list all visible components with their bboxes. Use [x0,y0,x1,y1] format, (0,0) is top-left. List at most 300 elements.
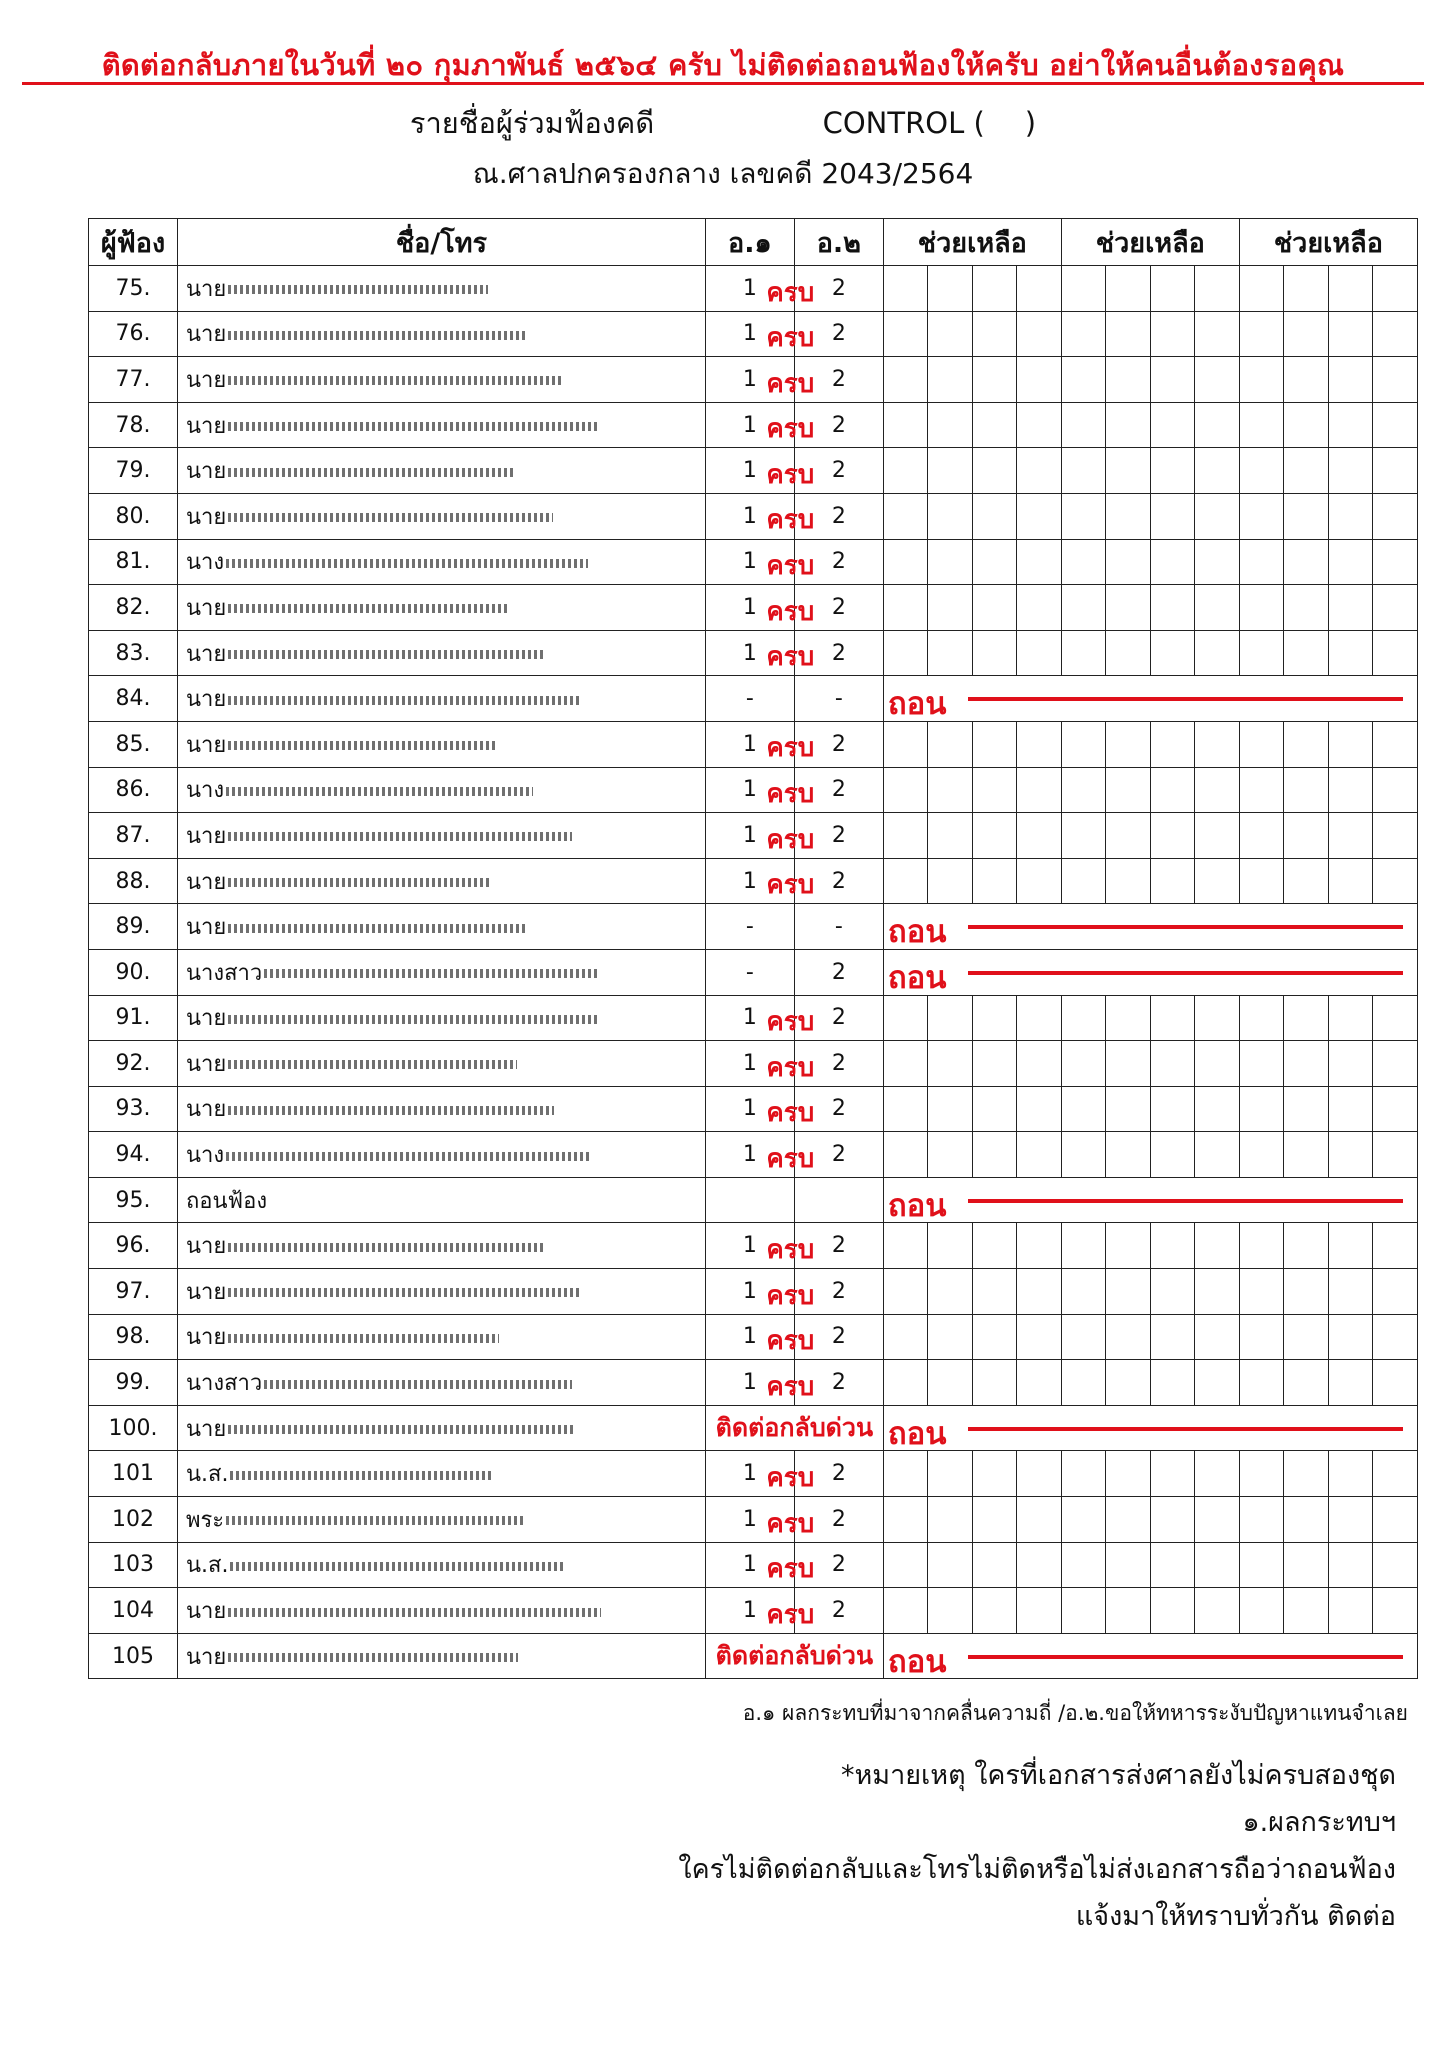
help-check-cell [1017,1542,1062,1588]
o1-value [705,1177,794,1223]
help-check-cell [883,1360,927,1406]
help-check-cell [1106,1086,1150,1132]
help-check-cell [928,357,972,403]
row-name-tel [177,402,705,448]
help-check-cell [1017,1041,1062,1087]
help-check-cell [1239,813,1283,859]
o2-value: 2 [794,311,883,357]
help-check-cell [1017,995,1062,1041]
help-check-cell [1061,1086,1105,1132]
help-check-cell [1061,1269,1105,1315]
redacted-name-phone [228,331,525,340]
help-check-cell [1150,1041,1194,1087]
help-check-cell [928,402,972,448]
redacted-name-phone [226,1152,589,1161]
table-row [89,904,1418,950]
withdraw-label: ถอน [887,1187,947,1223]
help-check-cell [1239,539,1283,585]
help-check-cell [972,1542,1016,1588]
o2-value: 2 [794,858,883,904]
help-check-cell [1284,1269,1328,1315]
help-check-cell [1106,767,1150,813]
help-check-cell [1239,995,1283,1041]
help-check-cell [1017,721,1062,767]
help-check-cell [972,813,1016,859]
name-prefix: นาย [185,1644,227,1670]
help-check-cell [1284,1086,1328,1132]
help-check-cell [972,995,1016,1041]
help-check-cell [928,630,972,676]
help-check-cell [1284,1223,1328,1269]
help-check-cell [972,1086,1016,1132]
complete-stamp: ครบ [766,1007,815,1037]
table-row [89,1177,1418,1223]
row-number: 89. [89,904,178,950]
urgent-contact-cell [705,1633,883,1679]
help-check-cell [1373,1041,1418,1087]
help-check-cell [1328,1269,1372,1315]
help-check-cell [1373,585,1418,631]
o2-value: 2 [794,1086,883,1132]
help-check-cell [1239,858,1283,904]
row-name-tel [177,676,705,722]
help-check-cell [883,357,927,403]
help-check-cell [1239,1041,1283,1087]
table-row [89,1633,1418,1679]
help-check-cell [1150,1132,1194,1178]
help-check-cell [1061,721,1105,767]
help-check-cell [1061,448,1105,494]
o2-value: - [794,904,883,950]
redacted-name-phone [228,1015,600,1024]
subtitle-close: ) [1024,106,1037,140]
row-name-tel [177,539,705,585]
subtitle-suffix: CONTROL ( [822,106,985,140]
row-name-tel [177,721,705,767]
help-check-cell [1239,493,1283,539]
help-check-cell [1195,1542,1240,1588]
o1-value: 1 [705,266,794,312]
help-check-cell [1373,1451,1418,1497]
table-row [89,266,1418,312]
help-check-cell [1195,402,1240,448]
help-check-cell [1195,1041,1240,1087]
help-check-cell [1328,1132,1372,1178]
help-check-cell [1284,493,1328,539]
o2-value: 2 [794,448,883,494]
o2-value: 2 [794,630,883,676]
help-check-cell [1061,266,1105,312]
help-check-cell [883,995,927,1041]
row-name-tel [177,493,705,539]
o1-value: 1 [705,493,794,539]
redacted-name-phone [228,1334,499,1343]
help-check-cell [1017,1269,1062,1315]
header-name-tel: ชื่อ/โทร [177,219,705,266]
complete-stamp: ครบ [766,1599,815,1630]
o1-value: 1 [705,1360,794,1406]
help-check-cell [1061,1497,1105,1543]
help-check-cell [928,767,972,813]
help-check-cell [1106,1132,1150,1178]
complete-stamp: ครบ [766,323,815,354]
help-check-cell [1373,767,1418,813]
o1-value: 1 [705,1451,794,1497]
help-check-cell [1328,995,1372,1041]
table-row [89,858,1418,904]
complete-stamp: ครบ [766,505,815,536]
o2-value: 2 [794,1451,883,1497]
help-check-cell [1373,266,1418,312]
help-check-cell [972,1132,1016,1178]
help-check-cell [883,1132,927,1178]
table-row [89,357,1418,403]
header-o2: อ.๒ [794,219,883,266]
row-number: 78. [89,402,178,448]
name-prefix: นาย [185,1325,227,1351]
header-o1: อ.๑ [705,219,794,266]
help-check-cell [883,539,927,585]
row-name-tel [177,1588,705,1634]
help-check-cell [1106,1314,1150,1360]
row-number: 86. [89,767,178,813]
help-check-cell [1017,1360,1062,1406]
help-check-cell [1239,266,1283,312]
complete-stamp: ครบ [766,1462,815,1493]
help-check-cell [1284,630,1328,676]
name-prefix: นาง [185,778,225,804]
complete-stamp: ครบ [766,870,815,901]
header-help-1: ช่วยเหลือ [883,219,1061,266]
o2-value: - [794,676,883,722]
help-check-cell [1328,402,1372,448]
help-check-cell [1017,1223,1062,1269]
row-name-tel [177,995,705,1041]
table-row [89,1041,1418,1087]
o2-value: 2 [794,357,883,403]
help-check-cell [972,1497,1016,1543]
table-row [89,995,1418,1041]
help-check-cell [1195,266,1240,312]
help-check-cell [883,1223,927,1269]
name-prefix: น.ส. [185,1462,229,1488]
o1-value: 1 [705,357,794,403]
name-prefix: นาย [185,1097,227,1123]
row-number: 85. [89,721,178,767]
row-name-tel [177,1360,705,1406]
help-check-cell [1150,266,1194,312]
row-name-tel [177,311,705,357]
o2-value: 2 [794,539,883,585]
help-check-cell [1150,311,1194,357]
help-check-cell [1373,1269,1418,1315]
help-check-cell [1106,630,1150,676]
help-check-cell [1373,493,1418,539]
redacted-name-phone [264,1380,572,1389]
help-check-cell [1106,585,1150,631]
help-check-cell [928,1360,972,1406]
redacted-name-phone [228,376,562,385]
withdraw-strike-line [968,971,1403,975]
o2-value: 2 [794,721,883,767]
redacted-name-phone [228,1060,517,1069]
redacted-name-phone [228,1653,518,1662]
help-check-cell [1284,402,1328,448]
o1-value: 1 [705,1041,794,1087]
help-check-cell [883,448,927,494]
withdraw-label: ถอน [887,1643,947,1679]
help-check-cell [1195,858,1240,904]
help-check-cell [1150,630,1194,676]
help-check-cell [972,721,1016,767]
row-number: 77. [89,357,178,403]
help-check-cell [883,1588,927,1634]
header-plaintiff: ผู้ฟ้อง [89,219,178,266]
help-check-cell [972,402,1016,448]
help-check-cell [1061,311,1105,357]
help-check-cell [1017,585,1062,631]
row-name-tel [177,1086,705,1132]
row-name-tel [177,813,705,859]
name-prefix: นาย [185,1234,227,1260]
row-name-tel [177,448,705,494]
row-number: 80. [89,493,178,539]
o1-value: 1 [705,995,794,1041]
court-case-line: ณ.ศาลปกครองกลาง เลขคดี 2043/2564 [472,157,974,190]
help-check-cell [972,1314,1016,1360]
help-check-cell [1284,585,1328,631]
o2-value: 2 [794,266,883,312]
o1-value: 1 [705,1497,794,1543]
o1-value: 1 [705,721,794,767]
help-check-cell [1017,493,1062,539]
row-number: 98. [89,1314,178,1360]
help-check-cell [1373,539,1418,585]
help-check-cell [1061,402,1105,448]
help-check-cell [1239,311,1283,357]
help-check-cell [1150,1497,1194,1543]
row-number: 79. [89,448,178,494]
o1-value: 1 [705,1314,794,1360]
help-check-cell [1150,448,1194,494]
o1-value: 1 [705,767,794,813]
complete-stamp: ครบ [766,1326,815,1357]
redacted-name-phone [264,969,599,978]
help-check-cell [1373,402,1418,448]
withdraw-label: ถอน [887,686,947,722]
name-prefix: นาย [185,687,227,713]
header-help-3: ช่วยเหลือ [1239,219,1417,266]
help-check-cell [1373,1086,1418,1132]
help-check-cell [1195,448,1240,494]
help-check-cell [1328,1588,1372,1634]
help-check-cell [1017,357,1062,403]
withdraw-marker-cell [883,904,1417,950]
help-check-cell [972,1588,1016,1634]
redacted-name-phone [228,650,544,659]
help-check-cell [1373,1497,1418,1543]
help-check-cell [928,1223,972,1269]
name-prefix: นาย [185,915,227,941]
name-prefix: นาย [185,504,227,530]
name-prefix: นาย [185,1051,227,1077]
help-check-cell [1106,266,1150,312]
o2-value: 2 [794,995,883,1041]
remark-line: แจ้งมาให้ทราบทั่วกัน ติดต่อ [1075,1901,1396,1932]
o2-value: 2 [794,813,883,859]
help-check-cell [928,448,972,494]
help-check-cell [972,357,1016,403]
help-check-cell [1328,858,1372,904]
help-check-cell [928,813,972,859]
row-number: 101 [89,1451,178,1497]
withdraw-strike-line [968,1655,1403,1659]
help-check-cell [1195,1360,1240,1406]
help-check-cell [1284,1542,1328,1588]
help-check-cell [1373,858,1418,904]
help-check-cell [883,630,927,676]
help-check-cell [883,813,927,859]
o1-value: 1 [705,1269,794,1315]
o1-value: 1 [705,1223,794,1269]
help-check-cell [883,585,927,631]
help-check-cell [972,539,1016,585]
help-check-cell [1328,1223,1372,1269]
document-subtitle [0,100,1446,146]
complete-stamp: ครบ [766,824,815,855]
help-check-cell [883,721,927,767]
redacted-name-phone [226,1516,525,1525]
help-check-cell [1239,767,1283,813]
help-check-cell [1239,1451,1283,1497]
o2-value: 2 [794,1314,883,1360]
help-check-cell [1284,721,1328,767]
help-check-cell [1195,1132,1240,1178]
o1-value: 1 [705,585,794,631]
help-check-cell [1150,858,1194,904]
withdraw-label: ถอน [887,1415,947,1451]
help-check-cell [1328,493,1372,539]
name-prefix: นาย [185,1279,227,1305]
help-check-cell [1150,585,1194,631]
help-check-cell [1061,858,1105,904]
help-check-cell [1328,448,1372,494]
redacted-name-phone [228,878,489,887]
help-check-cell [1150,1451,1194,1497]
help-check-cell [1373,448,1418,494]
table-header-row [89,219,1418,266]
complete-stamp: ครบ [766,1508,815,1539]
remarks-block [678,1752,1396,1940]
help-check-cell [1106,858,1150,904]
help-check-cell [1061,813,1105,859]
name-prefix: นาย [185,322,227,348]
help-check-cell [883,1269,927,1315]
help-check-cell [1373,1360,1418,1406]
help-check-cell [928,858,972,904]
complete-stamp: ครบ [766,779,815,810]
help-check-cell [1195,1223,1240,1269]
help-check-cell [1373,721,1418,767]
help-check-cell [1239,721,1283,767]
row-number: 83. [89,630,178,676]
help-check-cell [1061,1360,1105,1406]
row-number: 75. [89,266,178,312]
redacted-name-phone [228,741,498,750]
redacted-name-phone [228,513,553,522]
help-check-cell [1284,311,1328,357]
help-check-cell [1239,1086,1283,1132]
redacted-name-phone [228,924,526,933]
help-check-cell [1150,539,1194,585]
row-name-tel [177,1405,705,1451]
help-check-cell [1328,357,1372,403]
o2-value [794,1177,883,1223]
table-row [89,539,1418,585]
help-check-cell [928,1588,972,1634]
urgent-contact-cell [705,1405,883,1451]
help-check-cell [1106,721,1150,767]
help-check-cell [928,1041,972,1087]
help-check-cell [972,1041,1016,1087]
help-check-cell [1328,813,1372,859]
help-check-cell [1061,1041,1105,1087]
help-check-cell [1150,995,1194,1041]
help-check-cell [1328,311,1372,357]
help-check-cell [1373,1542,1418,1588]
o2-value: 2 [794,1542,883,1588]
help-check-cell [1106,402,1150,448]
deadline-banner: ติดต่อกลับภายในวันที่ ๒๐ กุมภาพันธ์ ๒๕๖๔ ครับ ไม่ติดต่อถอนฟ้องให้ครับ อย่าให้คนอื่นต้องรอคุณ [101,48,1345,82]
help-check-cell [1150,721,1194,767]
help-check-cell [1328,1086,1372,1132]
help-check-cell [1195,357,1240,403]
row-number: 103 [89,1542,178,1588]
row-name-tel [177,1497,705,1543]
help-check-cell [928,1086,972,1132]
help-check-cell [1017,266,1062,312]
help-check-cell [972,1451,1016,1497]
row-name-tel [177,1223,705,1269]
help-check-cell [1017,402,1062,448]
help-check-cell [1195,630,1240,676]
help-check-cell [928,1542,972,1588]
row-number: 102 [89,1497,178,1543]
table-row [89,1314,1418,1360]
help-check-cell [1373,1588,1418,1634]
row-name-tel [177,949,705,995]
row-name-tel [177,858,705,904]
redacted-name-phone [226,559,588,568]
help-check-cell [1373,630,1418,676]
help-check-cell [1150,1086,1194,1132]
help-check-cell [883,1041,927,1087]
row-number: 99. [89,1360,178,1406]
row-number: 97. [89,1269,178,1315]
help-check-cell [1239,630,1283,676]
help-check-cell [1017,1451,1062,1497]
help-check-cell [1239,1497,1283,1543]
withdraw-marker-cell [883,1405,1417,1451]
help-check-cell [1061,767,1105,813]
name-prefix: นาย [185,1416,227,1442]
o2-value: 2 [794,493,883,539]
o2-value: 2 [794,1497,883,1543]
row-number: 93. [89,1086,178,1132]
name-prefix: นาย [185,1006,227,1032]
help-check-cell [1150,1588,1194,1634]
help-check-cell [928,539,972,585]
